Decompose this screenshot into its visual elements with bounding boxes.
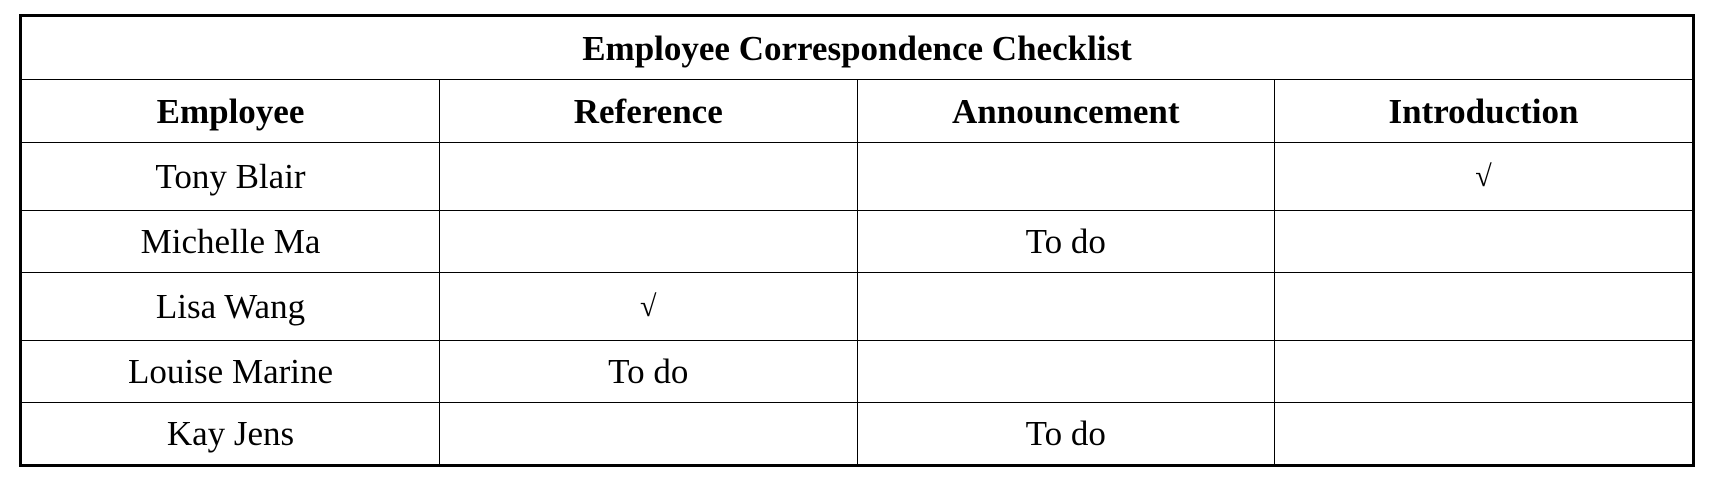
checklist-table bbox=[22, 17, 1692, 464]
employee-name-cell: Louise Marine bbox=[22, 341, 440, 403]
announcement-cell: To do bbox=[857, 403, 1275, 465]
table-row bbox=[22, 273, 1692, 341]
announcement-cell bbox=[857, 341, 1275, 403]
column-header-announcement: Announcement bbox=[857, 80, 1275, 143]
introduction-cell bbox=[1275, 341, 1693, 403]
column-header-introduction: Introduction bbox=[1275, 80, 1693, 143]
correspondence-checklist bbox=[19, 14, 1695, 467]
table-title: Employee Correspondence Checklist bbox=[22, 17, 1692, 80]
announcement-cell: To do bbox=[857, 211, 1275, 273]
employee-name-cell: Lisa Wang bbox=[22, 273, 440, 341]
reference-cell bbox=[440, 403, 858, 465]
table-row bbox=[22, 143, 1692, 211]
column-header-reference: Reference bbox=[440, 80, 858, 143]
introduction-cell bbox=[1275, 403, 1693, 465]
introduction-cell: √ bbox=[1275, 143, 1693, 211]
table-title-row bbox=[22, 17, 1692, 80]
employee-name-cell: Kay Jens bbox=[22, 403, 440, 465]
introduction-cell bbox=[1275, 273, 1693, 341]
employee-name-cell: Michelle Ma bbox=[22, 211, 440, 273]
column-header-employee: Employee bbox=[22, 80, 440, 143]
reference-cell bbox=[440, 211, 858, 273]
announcement-cell bbox=[857, 143, 1275, 211]
introduction-cell bbox=[1275, 211, 1693, 273]
reference-cell bbox=[440, 143, 858, 211]
table-row bbox=[22, 403, 1692, 465]
reference-cell: √ bbox=[440, 273, 858, 341]
announcement-cell bbox=[857, 273, 1275, 341]
reference-cell: To do bbox=[440, 341, 858, 403]
table-row bbox=[22, 341, 1692, 403]
table-row bbox=[22, 211, 1692, 273]
table-header-row bbox=[22, 80, 1692, 143]
employee-name-cell: Tony Blair bbox=[22, 143, 440, 211]
